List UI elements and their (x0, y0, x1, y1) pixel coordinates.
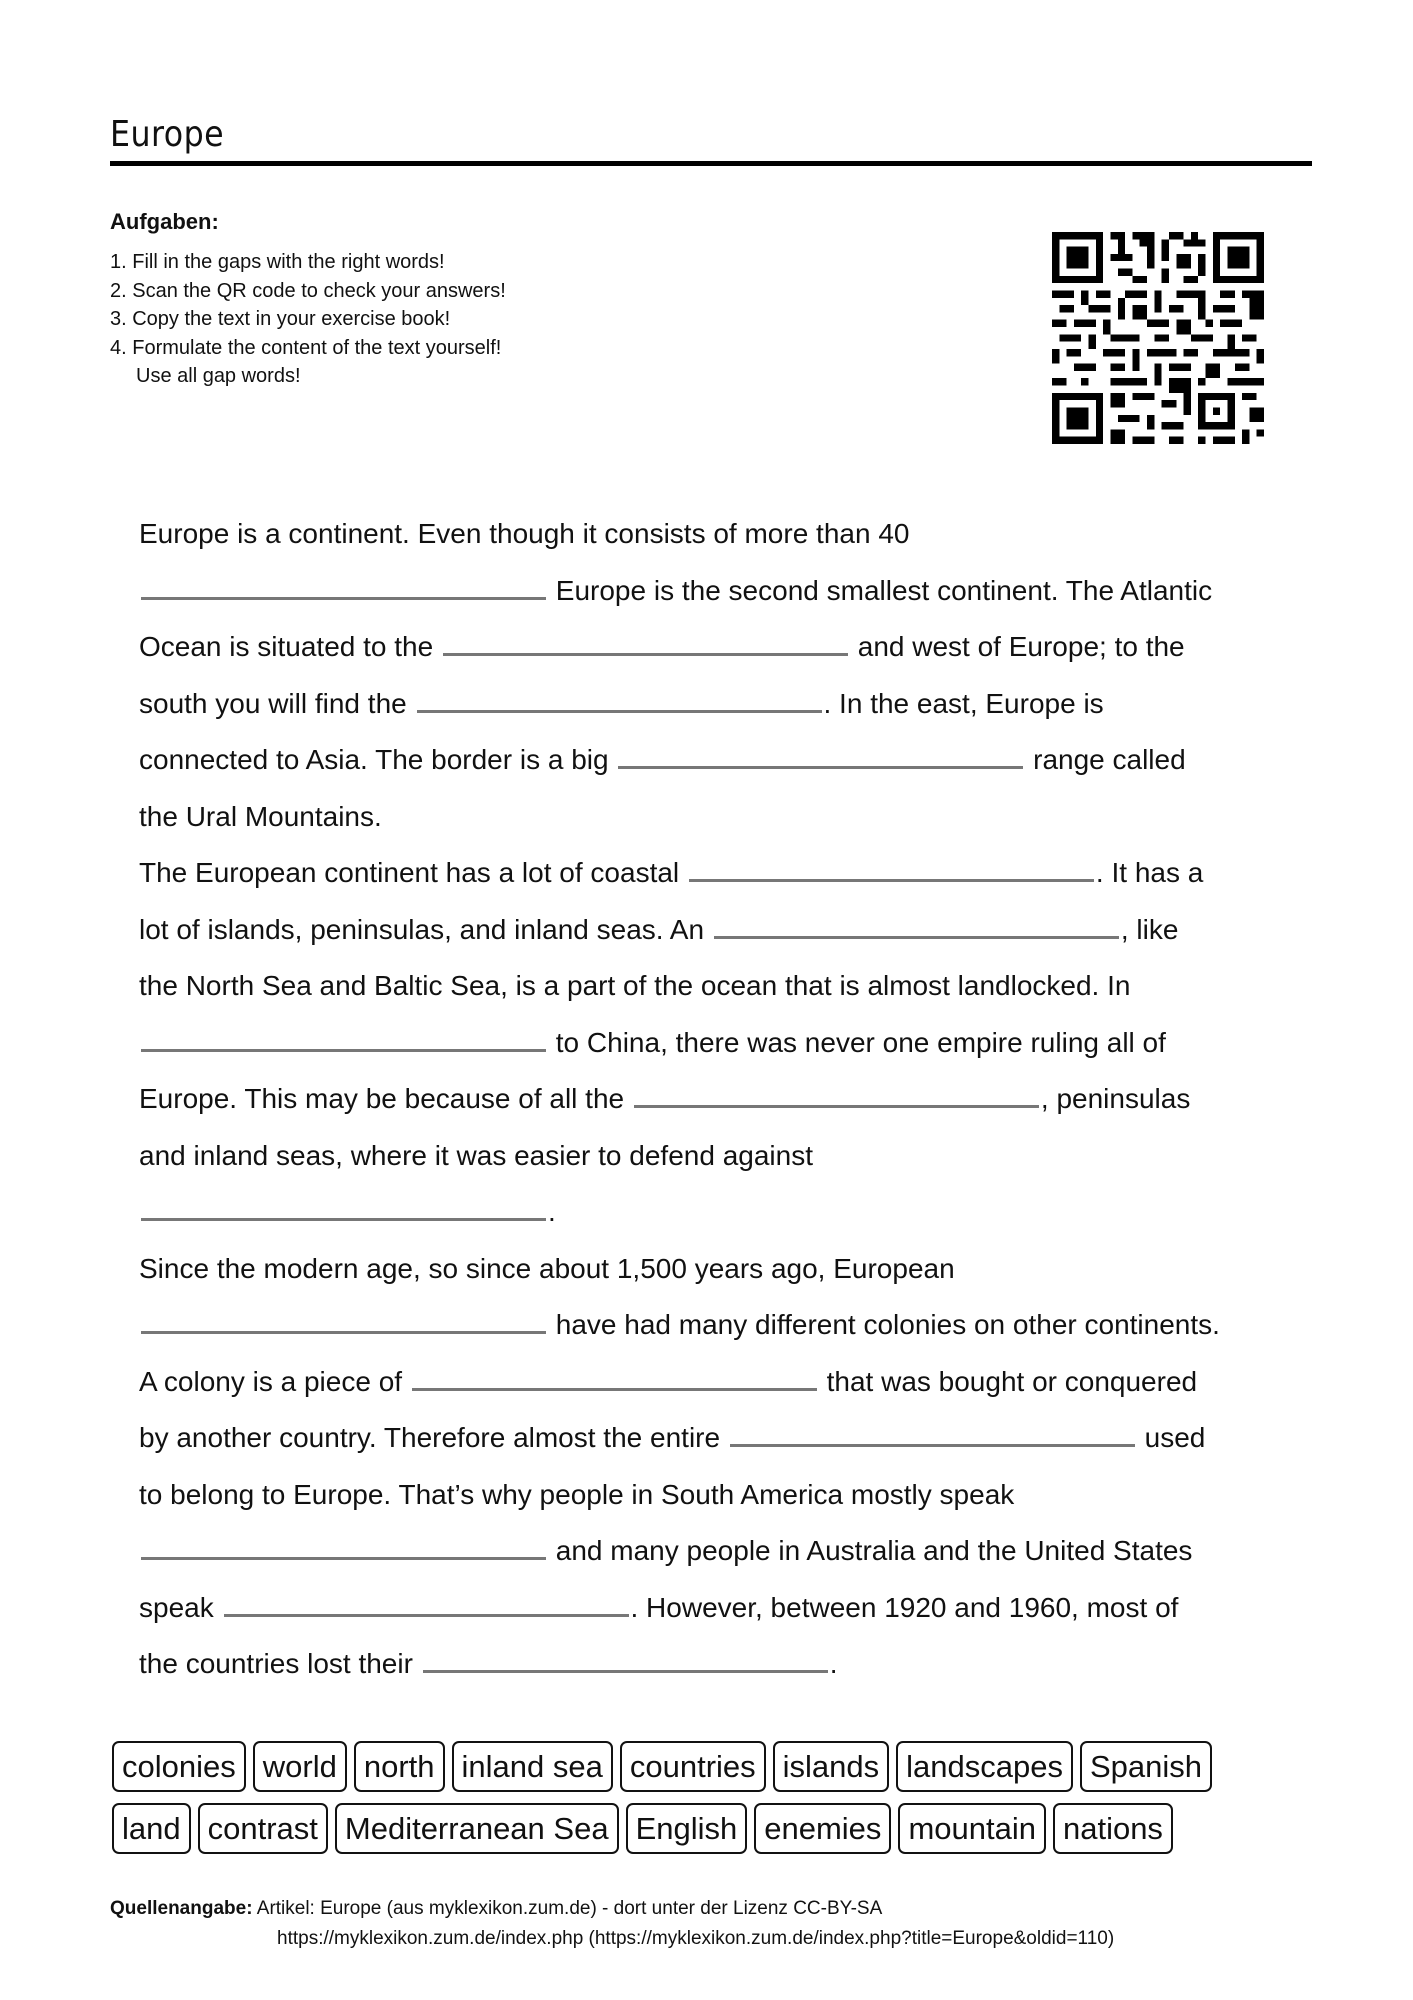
text-line (139, 563, 1289, 620)
title-divider (110, 161, 1312, 166)
text-line (139, 732, 1289, 789)
text-segment: A colony is a piece of (139, 1365, 403, 1397)
task-item: 4. Formulate the content of the text yourself! (110, 336, 502, 359)
gap-blank[interactable] (224, 1607, 629, 1617)
text-segment: by another country. Therefore almost the entire (139, 1422, 721, 1453)
word-chip[interactable]: land (112, 1803, 191, 1854)
text-line (139, 1241, 1289, 1298)
text-line (139, 789, 1289, 846)
gap-blank[interactable] (618, 759, 1023, 769)
source-attribution (110, 1894, 1114, 1954)
text-segment: the North Sea and Baltic Sea, is a part of the ocean that is almost landlocked. In (139, 970, 1131, 1001)
tasks-heading: Aufgaben: (110, 209, 219, 234)
gap-blank[interactable] (141, 1550, 546, 1560)
text-segment: the Ural Mountains. (139, 800, 382, 832)
word-chip[interactable]: mountain (898, 1803, 1046, 1854)
source-url[interactable]: https://myklexikon.zum.de/index.php (https://myklexikon.zum.de/index.php?title=Europe&oldid=110) (277, 1928, 1115, 1949)
cloze-text (139, 506, 1289, 1693)
text-line (139, 1128, 1289, 1185)
word-chip[interactable]: inland sea (452, 1741, 613, 1792)
text-segment: have had many different colonies on other continents. (555, 1309, 1220, 1340)
text-segment: that was bought or conquered (826, 1365, 1198, 1397)
text-line (139, 506, 1289, 563)
gap-blank[interactable] (423, 1663, 828, 1673)
word-chip[interactable]: contrast (198, 1803, 328, 1854)
text-segment: Europe is a continent. Even though it consists of more than 40 (139, 518, 910, 549)
text-segment: lot of islands, peninsulas, and inland seas. An (139, 913, 705, 945)
text-segment: speak (139, 1591, 214, 1623)
text-line (139, 1184, 1289, 1241)
text-segment: , peninsulas (1040, 1083, 1191, 1114)
word-chip[interactable]: enemies (754, 1803, 891, 1854)
text-segment: . However, between 1920 and 1960, most of (630, 1591, 1179, 1623)
text-segment: Europe. This may be because of all the (139, 1083, 625, 1114)
text-segment: , like (1120, 913, 1179, 945)
text-segment: to belong to Europe. That’s why people in South America mostly speak (139, 1478, 1015, 1510)
word-chip[interactable]: north (354, 1741, 445, 1792)
gap-blank[interactable] (141, 1324, 546, 1334)
text-segment: . (829, 1648, 838, 1679)
word-chip[interactable]: Spanish (1080, 1741, 1212, 1792)
page-title: Europe (110, 114, 225, 155)
task-item-continuation: Use all gap words! (136, 365, 301, 387)
text-segment: and inland seas, where it was easier to defend against (139, 1139, 813, 1171)
word-chip[interactable]: world (253, 1741, 347, 1792)
text-segment: the countries lost their (139, 1648, 413, 1679)
gap-blank[interactable] (141, 590, 546, 600)
word-chip[interactable]: English (626, 1803, 748, 1854)
text-line (139, 1071, 1289, 1128)
text-line (139, 1636, 1289, 1693)
gap-blank[interactable] (141, 1211, 546, 1221)
word-chip[interactable]: countries (620, 1741, 766, 1792)
text-line (139, 1467, 1289, 1524)
text-line (139, 958, 1289, 1015)
word-bank-row-2 (112, 1803, 1312, 1854)
gap-blank[interactable] (730, 1437, 1135, 1447)
word-chip[interactable]: colonies (112, 1741, 246, 1792)
word-chip[interactable]: nations (1053, 1803, 1173, 1854)
task-item: 3. Copy the text in your exercise book! (110, 308, 451, 330)
text-line (139, 1015, 1289, 1072)
text-segment: and many people in Australia and the United States (555, 1535, 1193, 1566)
text-line (139, 1580, 1289, 1637)
text-line (139, 1297, 1289, 1354)
text-segment: . It has a (1095, 857, 1204, 888)
gap-blank[interactable] (714, 929, 1119, 939)
gap-blank[interactable] (443, 646, 848, 656)
text-segment: connected to Asia. The border is a big (139, 744, 609, 775)
source-article: Artikel: Europe (aus myklexikon.zum.de) - dort unter der Lizenz CC-BY-SA (256, 1898, 883, 1919)
word-chip[interactable]: Mediterranean Sea (335, 1803, 619, 1854)
text-line (139, 1354, 1289, 1411)
word-chip[interactable]: landscapes (896, 1741, 1073, 1792)
gap-blank[interactable] (689, 872, 1094, 882)
text-line (139, 845, 1289, 902)
text-segment: used (1144, 1422, 1206, 1453)
text-segment: Ocean is situated to the (139, 631, 434, 662)
text-line (139, 619, 1289, 676)
text-segment: Europe is the second smallest continent. The Atlantic (555, 574, 1213, 606)
text-line (139, 1523, 1289, 1580)
text-segment: range called (1033, 744, 1186, 775)
gap-blank[interactable] (412, 1381, 817, 1391)
task-list (110, 248, 506, 391)
text-segment: and west of Europe; to the (857, 631, 1185, 662)
gap-blank[interactable] (634, 1098, 1039, 1108)
text-segment: . In the east, Europe is (823, 687, 1104, 719)
gap-blank[interactable] (141, 1042, 546, 1052)
text-segment: . (548, 1196, 556, 1227)
word-bank-row-1 (112, 1741, 1312, 1792)
source-label: Quellenangabe: (110, 1898, 253, 1919)
text-segment: south you will find the (139, 687, 407, 719)
task-item: 2. Scan the QR code to check your answers! (110, 279, 506, 302)
text-line (139, 676, 1289, 733)
gap-blank[interactable] (417, 703, 822, 713)
text-segment: Since the modern age, so since about 1,500 years ago, European (139, 1252, 955, 1284)
text-segment: The European continent has a lot of coastal (139, 857, 680, 888)
qr-code-icon[interactable] (1052, 232, 1264, 444)
word-chip[interactable]: islands (773, 1741, 890, 1792)
task-item: 1. Fill in the gaps with the right words! (110, 251, 445, 273)
text-line (139, 902, 1289, 959)
text-line (139, 1410, 1289, 1467)
text-segment: to China, there was never one empire ruling all of (555, 1026, 1166, 1058)
